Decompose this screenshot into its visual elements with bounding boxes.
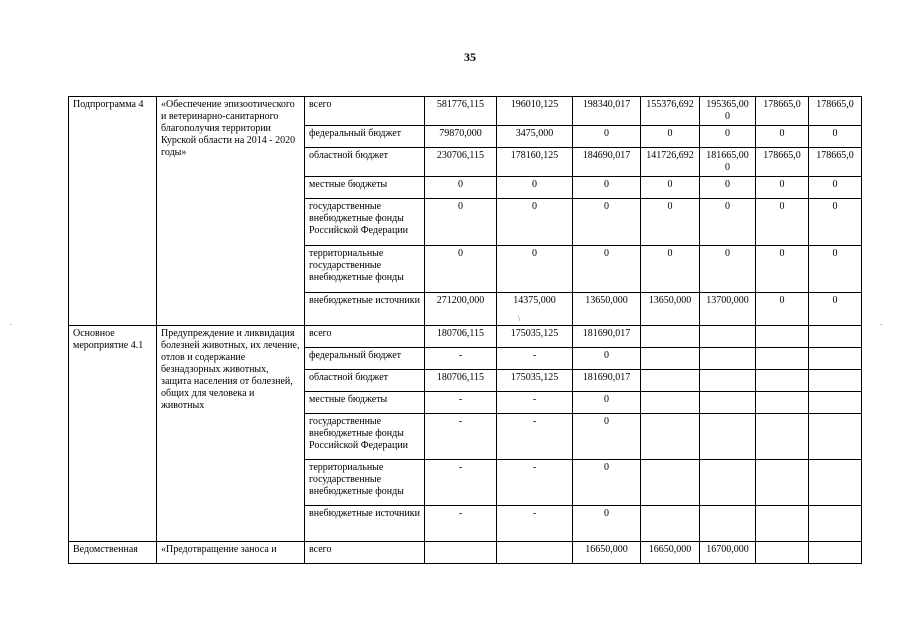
- amount-cell: 178665,0: [756, 148, 809, 177]
- amount-cell: 0: [573, 199, 641, 246]
- amount-cell: [756, 460, 809, 506]
- amount-cell: 271200,000: [425, 293, 497, 326]
- amount-cell: 0: [573, 414, 641, 460]
- amount-cell: 13650,000: [641, 293, 700, 326]
- amount-cell: [641, 370, 700, 392]
- funding-source-cell: всего: [305, 97, 425, 126]
- funding-source-cell: территориальные государственные внебюджетные фонды: [305, 460, 425, 506]
- program-type-cell: Ведомственная: [69, 542, 157, 564]
- amount-cell: 0: [700, 199, 756, 246]
- scan-artifact: \: [518, 314, 521, 323]
- amount-cell: -: [497, 392, 573, 414]
- amount-cell: [641, 460, 700, 506]
- amount-cell: 0: [641, 199, 700, 246]
- amount-cell: 0: [425, 246, 497, 293]
- budget-table: [68, 96, 862, 564]
- amount-cell: [700, 370, 756, 392]
- amount-cell: 0: [573, 177, 641, 199]
- amount-cell: -: [425, 414, 497, 460]
- amount-cell: [497, 542, 573, 564]
- amount-cell: [809, 542, 862, 564]
- amount-cell: 0: [756, 246, 809, 293]
- amount-cell: 178665,0: [809, 97, 862, 126]
- amount-cell: 0: [573, 460, 641, 506]
- amount-cell: 0: [756, 177, 809, 199]
- amount-cell: [756, 542, 809, 564]
- amount-cell: 16650,000: [573, 542, 641, 564]
- amount-cell: [641, 506, 700, 542]
- funding-source-cell: местные бюджеты: [305, 177, 425, 199]
- amount-cell: 79870,000: [425, 126, 497, 148]
- page-number: 35: [464, 50, 476, 64]
- amount-cell: 0: [641, 126, 700, 148]
- amount-cell: 0: [809, 199, 862, 246]
- amount-cell: [809, 460, 862, 506]
- amount-cell: 184690,017: [573, 148, 641, 177]
- amount-cell: 0: [756, 293, 809, 326]
- program-name-cell: «Предотвращение заноса и: [157, 542, 305, 564]
- amount-cell: -: [497, 414, 573, 460]
- amount-cell: [809, 506, 862, 542]
- amount-cell: [809, 370, 862, 392]
- amount-cell: [700, 414, 756, 460]
- amount-cell: [425, 542, 497, 564]
- table-row: [69, 326, 862, 348]
- amount-cell: 13650,000: [573, 293, 641, 326]
- amount-cell: 196010,125: [497, 97, 573, 126]
- funding-source-cell: федеральный бюджет: [305, 348, 425, 370]
- amount-cell: [809, 392, 862, 414]
- amount-cell: 0: [700, 246, 756, 293]
- amount-cell: 0: [425, 199, 497, 246]
- amount-cell: 181690,017: [573, 370, 641, 392]
- program-type-cell: Основное мероприятие 4.1: [69, 326, 157, 542]
- amount-cell: [809, 348, 862, 370]
- amount-cell: 181665,00 0: [700, 148, 756, 177]
- amount-cell: 230706,115: [425, 148, 497, 177]
- amount-cell: -: [425, 506, 497, 542]
- amount-cell: [756, 414, 809, 460]
- amount-cell: [756, 506, 809, 542]
- amount-cell: [641, 414, 700, 460]
- funding-source-cell: областной бюджет: [305, 370, 425, 392]
- amount-cell: -: [425, 460, 497, 506]
- amount-cell: 13700,000: [700, 293, 756, 326]
- amount-cell: [756, 370, 809, 392]
- funding-source-cell: территориальные государственные внебюджетные фонды: [305, 246, 425, 293]
- amount-cell: [641, 392, 700, 414]
- amount-cell: [809, 414, 862, 460]
- funding-source-cell: внебюджетные источники: [305, 293, 425, 326]
- amount-cell: [700, 460, 756, 506]
- amount-cell: -: [425, 348, 497, 370]
- amount-cell: 3475,000: [497, 126, 573, 148]
- program-type-cell: Подпрограмма 4: [69, 97, 157, 326]
- amount-cell: 0: [809, 177, 862, 199]
- amount-cell: 0: [573, 126, 641, 148]
- amount-cell: 178665,0: [756, 97, 809, 126]
- amount-cell: 0: [497, 199, 573, 246]
- amount-cell: [700, 392, 756, 414]
- amount-cell: 16700,000: [700, 542, 756, 564]
- amount-cell: 155376,692: [641, 97, 700, 126]
- amount-cell: -: [497, 506, 573, 542]
- scan-artifact: .: [880, 318, 882, 327]
- table-row: [69, 542, 862, 564]
- amount-cell: 178665,0: [809, 148, 862, 177]
- amount-cell: 0: [641, 177, 700, 199]
- amount-cell: 16650,000: [641, 542, 700, 564]
- amount-cell: 178160,125: [497, 148, 573, 177]
- amount-cell: 581776,115: [425, 97, 497, 126]
- amount-cell: -: [425, 392, 497, 414]
- amount-cell: 180706,115: [425, 326, 497, 348]
- amount-cell: 14375,000: [497, 293, 573, 326]
- funding-source-cell: областной бюджет: [305, 148, 425, 177]
- amount-cell: 0: [573, 348, 641, 370]
- amount-cell: [756, 348, 809, 370]
- amount-cell: [641, 348, 700, 370]
- amount-cell: 180706,115: [425, 370, 497, 392]
- amount-cell: [756, 326, 809, 348]
- funding-source-cell: государственные внебюджетные фонды Российской Федерации: [305, 414, 425, 460]
- amount-cell: 0: [756, 199, 809, 246]
- funding-source-cell: государственные внебюджетные фонды Российской Федерации: [305, 199, 425, 246]
- amount-cell: 0: [497, 177, 573, 199]
- amount-cell: 0: [497, 246, 573, 293]
- funding-source-cell: внебюджетные источники: [305, 506, 425, 542]
- amount-cell: 195365,00 0: [700, 97, 756, 126]
- amount-cell: 181690,017: [573, 326, 641, 348]
- amount-cell: 198340,017: [573, 97, 641, 126]
- scan-artifact: .: [10, 318, 12, 327]
- amount-cell: 0: [573, 246, 641, 293]
- program-name-cell: Предупреждение и ликвидация болезней животных, их лечение, отлов и содержание безнадзорных животных, защита населения от болезней, общих для человека и животных: [157, 326, 305, 542]
- amount-cell: 0: [641, 246, 700, 293]
- amount-cell: [641, 326, 700, 348]
- table-row: [69, 97, 862, 126]
- amount-cell: 175035,125: [497, 370, 573, 392]
- amount-cell: [700, 506, 756, 542]
- amount-cell: -: [497, 460, 573, 506]
- amount-cell: 0: [425, 177, 497, 199]
- amount-cell: [809, 326, 862, 348]
- amount-cell: 0: [809, 126, 862, 148]
- funding-source-cell: всего: [305, 542, 425, 564]
- amount-cell: 0: [809, 246, 862, 293]
- amount-cell: 0: [573, 392, 641, 414]
- amount-cell: -: [497, 348, 573, 370]
- program-name-cell: «Обеспечение эпизоотического и ветеринарно-санитарного благополучия территории Курской области на 2014 - 2020 годы»: [157, 97, 305, 326]
- amount-cell: [700, 326, 756, 348]
- amount-cell: 0: [573, 506, 641, 542]
- amount-cell: 0: [756, 126, 809, 148]
- amount-cell: 175035,125: [497, 326, 573, 348]
- funding-source-cell: всего: [305, 326, 425, 348]
- amount-cell: 0: [700, 126, 756, 148]
- amount-cell: [756, 392, 809, 414]
- funding-source-cell: местные бюджеты: [305, 392, 425, 414]
- amount-cell: 141726,692: [641, 148, 700, 177]
- amount-cell: 0: [700, 177, 756, 199]
- amount-cell: 0: [809, 293, 862, 326]
- amount-cell: [700, 348, 756, 370]
- funding-source-cell: федеральный бюджет: [305, 126, 425, 148]
